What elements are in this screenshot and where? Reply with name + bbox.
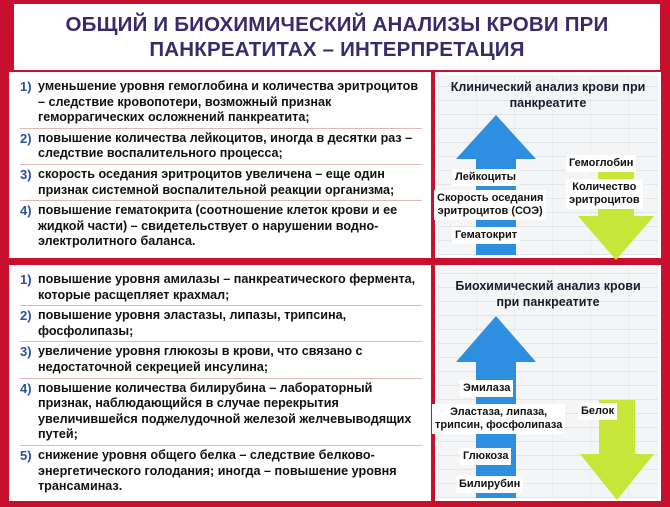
general-analysis-list [9, 72, 431, 258]
biochemical-analysis-list [9, 265, 431, 501]
list-item [20, 165, 422, 201]
list-item [20, 201, 422, 252]
item-text: повышение количества лейкоцитов, иногда в десятки раз – следствие воспалительного процесса; [38, 130, 413, 161]
item-number: 3) [20, 344, 32, 360]
label-rbc-line-1: Количество [572, 181, 637, 193]
biochem-panel-title-line-2: при панкреатите [496, 295, 600, 309]
label-bilirubin: Билирубин [456, 476, 523, 493]
biochem-panel-title-line-1: Биохимический анализ крови [455, 279, 641, 293]
item-number: 1) [20, 272, 32, 287]
item-number: 2) [20, 308, 32, 324]
label-glucose: Глюкоза [460, 448, 511, 465]
item-text: повышение уровня амилазы – панкреатического фермента, которые расщепляет крахмал; [38, 272, 416, 302]
list-item [20, 446, 422, 497]
title-line-1: ОБЩИЙ И БИОХИМИЧЕСКИЙ АНАЛИЗЫ КРОВИ ПРИ [65, 13, 609, 36]
item-number: 4) [20, 380, 32, 396]
item-number: 1) [20, 79, 32, 94]
item-text: увеличение уровня глюкозы в крови, что связано с недостаточной секрецией инсулина; [38, 344, 363, 374]
item-text: скорость оседания эритроцитов увеличена – еще один признак системной воспалительной реакции организма; [38, 166, 395, 197]
item-text: снижение уровня общего белка – следствие белково-энергетического голодания; иногда – повышение уровня трансаминаз. [38, 447, 397, 494]
label-elastase-line-1: Эластаза, липаза, [450, 406, 548, 418]
item-number: 4) [20, 203, 32, 219]
label-esr-line-1: Скорость оседания [437, 192, 544, 204]
list-item [20, 270, 422, 306]
item-text: повышение количества билирубина – лабораторный признак, наблюдающийся в случае перекрытия увеличившейся поджелудочной железой желчевыводящих путей; [38, 380, 412, 442]
item-text: уменьшение уровня гемоглобина и количества эритроцитов – следствие кровопотери, возможный признак геморрагических осложнений панкреатита; [38, 79, 419, 125]
list-item [20, 129, 422, 165]
label-leukocytes: Лейкоциты [452, 169, 519, 186]
list-item [20, 77, 422, 129]
list-item [20, 379, 422, 446]
biochemical-analysis-infographic [435, 265, 661, 501]
label-rbc-line-2: эритроцитов [569, 194, 640, 206]
label-elastase-line-2: трипсин, фосфолипаза [435, 419, 563, 431]
item-number: 3) [20, 166, 32, 182]
item-text: повышение уровня эластазы, липазы, трипсина, фосфолипазы; [38, 308, 347, 338]
label-esr [434, 190, 546, 220]
clinical-panel-title-line-1: Клинический анализ крови при [450, 80, 646, 94]
label-hematocrit: Гематокрит [452, 227, 520, 244]
item-number: 2) [20, 130, 32, 146]
label-elastase [432, 404, 565, 434]
label-esr-line-2: эритроцитов (СОЭ) [437, 205, 543, 217]
label-amylase: Эмилаза [460, 380, 513, 397]
label-rbc-count [566, 179, 643, 209]
clinical-analysis-infographic [435, 72, 661, 258]
label-protein: Белок [578, 403, 617, 420]
list-item [20, 342, 422, 378]
item-text: повышение гематокрита (соотношение клеток крови и ее жидкой части) – свидетельствует о нарушении водно-электролитного баланса. [38, 203, 398, 249]
clinical-panel-title-line-2: панкреатите [509, 96, 587, 110]
page-title [14, 4, 660, 70]
label-hemoglobin: Гемоглобин [566, 155, 636, 172]
item-number: 5) [20, 447, 32, 463]
title-line-2: ПАНКРЕАТИТАХ – ИНТЕРПРЕТАЦИЯ [149, 38, 525, 61]
list-item [20, 306, 422, 342]
